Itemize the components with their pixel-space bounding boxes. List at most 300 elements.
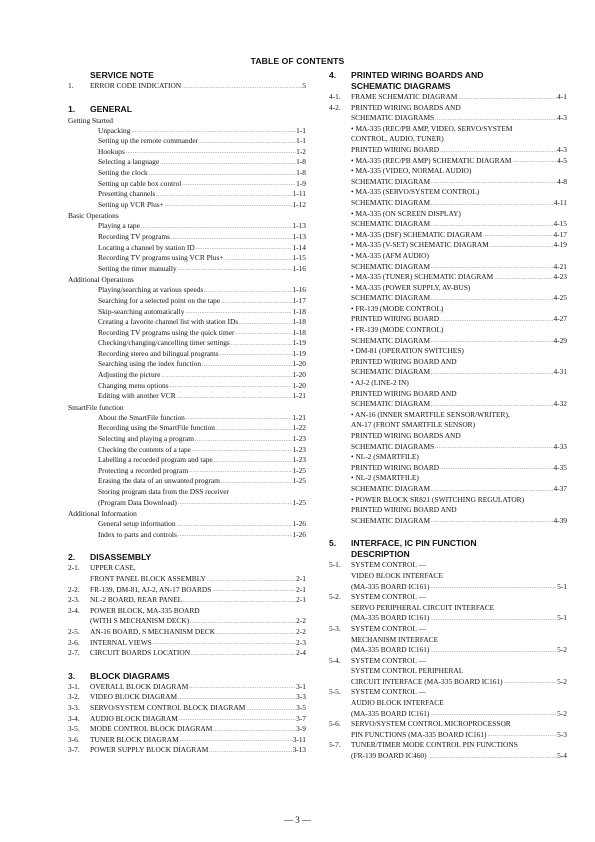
entry-line [90,692,306,703]
dot-leader [430,486,553,495]
toc-bullet-entry[interactable] [329,187,567,208]
entry-body [90,476,306,487]
page-ref: 4-25 [553,293,567,303]
section-title: DESCRIPTION [351,549,410,560]
entry-number: 2-5. [68,626,80,636]
page-ref: 1-16 [292,263,306,273]
group-heading: Additional Information [68,509,137,519]
entry-body [351,209,567,230]
toc-entry[interactable] [68,519,306,530]
entry-line [351,283,567,294]
entry-line [351,346,567,357]
toc-entry[interactable] [329,103,567,124]
entry-line [351,357,567,368]
toc-bullet-entry[interactable] [329,240,567,251]
entry-line [90,638,306,649]
entry-line [90,735,306,746]
section-title: SCHEMATIC DIAGRAMS [351,81,451,91]
dot-leader [430,178,557,187]
page-ref: 4-27 [553,314,567,324]
entry-line [98,200,306,211]
toc-entry[interactable] [68,682,306,693]
entry-line [351,293,567,304]
dot-leader [130,127,296,136]
toc-entry[interactable] [68,445,306,456]
page-ref: 4-23 [553,272,567,282]
toc-bullet-entry[interactable] [329,251,567,272]
page-ref: 5 [302,81,306,90]
section-number: 3. [68,670,76,681]
toc-entry[interactable] [68,466,306,477]
dot-leader [215,629,296,638]
entry-line [351,336,567,347]
entry-body [351,378,567,410]
toc-entry[interactable] [68,423,306,434]
page-ref: 1-20 [292,380,306,390]
entry-text: Index to parts and controls [98,529,177,539]
entry-number: 3-6. [68,734,80,744]
entry-text: • MA-335 (POWER SUPPLY, AV-BUS) [351,283,470,294]
page-ref: 4-31 [553,367,567,377]
dot-leader [160,372,292,381]
toc-bullet-entry[interactable] [329,304,567,325]
entry-body [90,179,306,190]
dot-leader [429,647,557,656]
page-ref: 3-9 [296,724,306,734]
entry-line [351,230,567,241]
section-heading [68,552,306,563]
entry-number: 4-1. [329,92,341,101]
entry-body [90,585,306,596]
toc-entry[interactable] [68,530,306,541]
entry-line [351,442,567,453]
toc-entry[interactable] [68,264,306,275]
entry-body [90,638,306,649]
toc-entry[interactable] [68,285,306,296]
toc-entry[interactable] [68,147,306,158]
entry-number: 5-6. [329,719,341,729]
entry-text: Editing with another VCR [98,391,176,401]
entry-text: About the SmartFile function [98,412,185,422]
section-number: 5. [329,538,337,549]
toc-entry[interactable] [329,92,567,103]
entry-body [90,317,306,328]
toc-bullet-entry[interactable] [329,209,567,230]
entry-body [90,338,306,349]
toc-bullet-entry[interactable] [329,452,567,473]
entry-line [351,166,567,177]
page-ref: 1-1 [296,125,306,135]
entry-line [98,530,306,541]
entry-body [90,285,306,296]
entry-text: (MA-335 BOARD IC161) [351,613,430,623]
entry-text: Setting up the remote commander [98,136,199,146]
entry-line [351,516,567,527]
entry-number: 2-4. [68,605,80,615]
entry-text: Searching for a selected point on the tape [98,295,221,305]
dot-leader [489,242,554,251]
page-ref: 2-4 [296,648,306,658]
dot-leader [148,170,296,179]
entry-text: • MA-335 (ON SCREEN DISPLAY) [351,209,461,220]
toc-entry[interactable] [329,592,567,624]
page-ref: 1-23 [292,455,306,465]
entry-line [351,325,567,336]
toc-entry[interactable] [68,221,306,232]
page-ref: 5-2 [557,676,567,686]
dot-leader [430,263,553,272]
dot-leader [434,443,553,452]
entry-text: PRINTED WIRING BOARD [351,462,440,472]
entry-body [351,240,567,251]
dot-leader [224,255,293,264]
entry-text: • AN-16 (INNER SMARTFILE SENSOR/WRITER), [351,410,510,421]
toc-entry[interactable] [68,595,306,606]
entry-number: 3-2. [68,692,80,702]
toc-entry[interactable] [68,638,306,649]
entry-text: TUNER BLOCK DIAGRAM [90,734,179,744]
entry-text: Setting up cable box control [98,178,182,188]
entry-line [351,367,567,378]
entry-body [90,136,306,147]
entry-line [90,563,306,574]
toc-entry[interactable] [68,200,306,211]
dot-leader [230,340,293,349]
entry-text: PRINTED WIRING BOARD AND [351,356,457,366]
entry-text: Selecting and playing a program [98,434,195,444]
toc-entry[interactable] [68,359,306,370]
entry-number: 3-5. [68,724,80,734]
entry-text: SYSTEM CONTROL — [351,623,426,633]
toc-bullet-entry[interactable] [329,124,567,156]
toc-entry[interactable] [68,745,306,756]
toc-entry[interactable] [68,692,306,703]
entry-text: FRONT PANEL BLOCK ASSEMBLY [90,573,206,583]
toc-entry[interactable] [68,243,306,254]
entry-text: Setting the timer manually [98,263,177,273]
dot-leader [482,231,553,240]
entry-line [351,378,567,389]
entry-text: SYSTEM CONTROL PERIPHERAL [351,666,464,676]
entry-line [98,189,306,200]
toc-bullet-entry[interactable] [329,473,567,494]
entry-body [351,187,567,208]
toc-entry[interactable] [329,656,567,688]
toc-entry[interactable] [68,179,306,190]
entry-line [90,648,306,659]
toc-bullet-entry[interactable] [329,166,567,187]
entry-text: AUDIO BLOCK INTERFACE [351,698,444,708]
page-ref: 1-20 [292,359,306,369]
entry-text: MODE CONTROL BLOCK DIAGRAM [90,724,213,734]
toc-entry[interactable] [68,714,306,725]
entry-text: (WITH S MECHANISM DECK) [90,616,190,626]
entry-body [351,473,567,494]
toc-entry[interactable] [68,434,306,445]
toc-entry[interactable] [68,735,306,746]
toc-right-column [329,70,567,762]
toc-bullet-entry[interactable] [329,156,567,167]
page-ref: 1-25 [292,476,306,486]
toc-entry[interactable] [329,740,567,761]
dot-leader [189,618,296,627]
dot-leader [434,115,557,124]
entry-body [90,221,306,232]
toc-entry[interactable] [68,338,306,349]
entry-text: NL-2 BOARD, REAR PANEL [90,595,183,605]
dot-leader [212,726,296,735]
toc-bullet-entry[interactable] [329,283,567,304]
entry-line [351,187,567,198]
section-number [68,70,90,81]
entry-body [90,232,306,243]
page-ref: 4-39 [553,515,567,525]
dot-leader [140,223,293,232]
toc-entry[interactable] [329,624,567,656]
toc-entry[interactable] [329,560,567,592]
toc-bullet-entry[interactable] [329,378,567,410]
toc-entry[interactable] [68,703,306,714]
toc-entry[interactable] [68,232,306,243]
toc-bullet-entry[interactable] [329,410,567,452]
dot-leader [215,425,292,434]
dot-leader [177,694,296,703]
entry-line [351,740,567,751]
page-ref: 1-13 [292,221,306,231]
entry-body [351,719,567,740]
section-heading [68,104,306,115]
section-number [329,81,351,92]
dot-leader [493,274,553,283]
toc-entry[interactable] [68,317,306,328]
entry-body [90,349,306,360]
toc-entry[interactable] [68,189,306,200]
entry-body [90,381,306,392]
page-ref: 4-32 [553,399,567,409]
toc-bullet-entry[interactable] [329,230,567,241]
entry-line [351,92,567,103]
toc-entry[interactable] [329,687,567,719]
entry-text: SCHEMATIC DIAGRAM [351,483,431,493]
toc-entry[interactable] [68,136,306,147]
entry-text: (FR-139 BOARD IC460) [351,751,427,761]
toc-entry[interactable] [68,253,306,264]
toc-entry[interactable] [68,413,306,424]
entry-line [351,677,567,688]
entry-line [98,328,306,339]
toc-entry[interactable] [68,391,306,402]
entry-line [98,476,306,487]
page-ref: 4-21 [553,261,567,271]
entry-body [90,307,306,318]
dot-leader [430,401,553,410]
entry-line [98,455,306,466]
entry-text: Labelling a recorded program and tape [98,455,213,465]
toc-entry[interactable] [68,157,306,168]
entry-line [351,134,567,145]
section-title: GENERAL [90,103,133,114]
toc-entry[interactable] [68,296,306,307]
entry-text: Setting the clock [98,167,148,177]
dot-leader [208,747,292,756]
toc-entry[interactable] [68,307,306,318]
entry-text: Selecting a language [98,157,160,167]
entry-body [90,519,306,530]
entry-body [90,724,306,735]
entry-body [90,445,306,456]
entry-body [90,487,306,508]
section-heading [329,70,567,81]
entry-text: FR-139, DM-81, AJ-2, AN-17 BOARDS [90,584,212,594]
entry-text: SCHEMATIC DIAGRAM [351,335,431,345]
entry-text: SCHEMATIC DIAGRAM [351,515,431,525]
entry-line [98,434,306,445]
entry-text: Presetting channels [98,189,156,199]
page-ref: 1-1 [296,136,306,146]
toc-entry[interactable] [68,563,306,584]
entry-line [98,445,306,456]
entry-line [351,452,567,463]
section-heading [329,549,567,560]
entry-body [351,740,567,761]
toc-bullet-entry[interactable] [329,325,567,346]
dot-leader [245,705,296,714]
entry-line [351,582,567,593]
group-heading: SmartFile function [68,402,124,412]
page-ref: 3-13 [292,745,306,755]
entry-body [90,455,306,466]
toc-entry[interactable] [68,81,306,92]
dot-leader [430,295,553,304]
toc-entry[interactable] [68,381,306,392]
entry-text: • AJ-2 (LINE-2 IN) [351,378,409,389]
page-ref: 1-8 [296,167,306,177]
toc-entry[interactable] [68,328,306,339]
page-ref: 4-29 [553,335,567,345]
toc-entry[interactable] [68,724,306,735]
group-heading: Basic Operations [68,211,119,221]
page-ref: 4-5 [557,155,567,165]
dot-leader [179,736,293,745]
entry-text: PRINTED WIRING BOARD [351,144,440,154]
toc-entry[interactable] [68,126,306,137]
toc-entry[interactable] [68,487,306,508]
page-ref: 5-2 [557,708,567,718]
entry-text: PRINTED WIRING BOARDS AND [351,102,461,112]
entry-line [98,136,306,147]
toc-entry[interactable] [329,719,567,740]
toc-entry[interactable] [68,476,306,487]
dot-leader [178,715,296,724]
page-ref: 1-21 [292,412,306,422]
page-ref: 1-19 [292,338,306,348]
entry-body [351,687,567,719]
toc-entry[interactable] [68,627,306,638]
entry-line [351,240,567,251]
entry-text: Erasing the data of an unwanted program [98,476,220,486]
entry-body [90,264,306,275]
dot-leader [203,287,292,296]
toc-entry[interactable] [68,349,306,360]
entry-number: 1. [68,81,74,90]
entry-text: • NL-2 (SMARTFILE) [351,452,419,463]
dot-leader [439,464,553,473]
toc-entry[interactable] [68,455,306,466]
toc-bullet-entry[interactable] [329,495,567,527]
entry-number: 5-5. [329,687,341,697]
toc-bullet-entry[interactable] [329,272,567,283]
entry-text: • NL-2 (SMARTFILE) [351,473,419,484]
entry-text: AN-17 (FRONT SMARTFILE SENSOR) [351,420,476,430]
entry-text: SCHEMATIC DIAGRAM [351,367,431,377]
page-ref: 5-2 [557,645,567,655]
page-ref: 2-1 [296,584,306,594]
entry-text: SERVO/SYSTEM CONTROL BLOCK DIAGRAM [90,702,246,712]
entry-body [90,648,306,659]
dot-leader [190,650,296,659]
entry-body [351,452,567,473]
page-number: — 3 — [284,815,311,825]
dot-leader [191,446,292,455]
dot-leader [430,369,553,378]
entry-line [90,574,306,585]
section-heading [68,70,306,81]
dot-leader [238,319,292,328]
entry-body [90,563,306,584]
toc-entry[interactable] [68,648,306,659]
toc-entry[interactable] [68,606,306,627]
entry-line [98,317,306,328]
entry-line [351,709,567,720]
entry-text: SCHEMATIC DIAGRAM [351,176,431,186]
entry-text: PRINTED WIRING BOARD [351,314,440,324]
entry-line [351,103,567,114]
toc-bullet-entry[interactable] [329,346,567,378]
entry-line [351,473,567,484]
entry-body [351,624,567,656]
entry-text: CONTROL, AUDIO, TUNER) [351,134,444,144]
entry-text: PRINTED WIRING BOARD AND [351,388,457,398]
entry-body [351,346,567,378]
entry-body [90,714,306,725]
page-ref: 1-14 [292,242,306,252]
dot-leader [220,478,293,487]
entry-line [351,635,567,646]
page-ref: 2-1 [296,595,306,605]
page-ref: 4-8 [557,176,567,186]
entry-line [351,484,567,495]
toc-entry[interactable] [68,585,306,596]
page-ref: 1-25 [292,465,306,475]
entry-line [90,724,306,735]
entry-text: Recording TV programs using the quick timer [98,327,235,337]
entry-line [351,624,567,635]
entry-text: Storing program data from the DSS receiver [98,487,229,496]
dot-leader [487,731,558,740]
entry-line [90,682,306,693]
toc-entry[interactable] [68,168,306,179]
entry-text: MECHANISM INTERFACE [351,634,439,644]
page-ref: 2-2 [296,626,306,636]
entry-text: • MA-335 (SERVO/SYSTEM CONTROL) [351,187,479,198]
entry-line [98,264,306,275]
entry-line [90,714,306,725]
dot-leader [206,576,296,585]
entry-text: SERVO/SYSTEM CONTROL MICROPROCESSOR [351,719,511,729]
entry-text: Hookups [98,146,125,156]
entry-number: 3-3. [68,702,80,712]
toc-entry[interactable] [68,370,306,381]
